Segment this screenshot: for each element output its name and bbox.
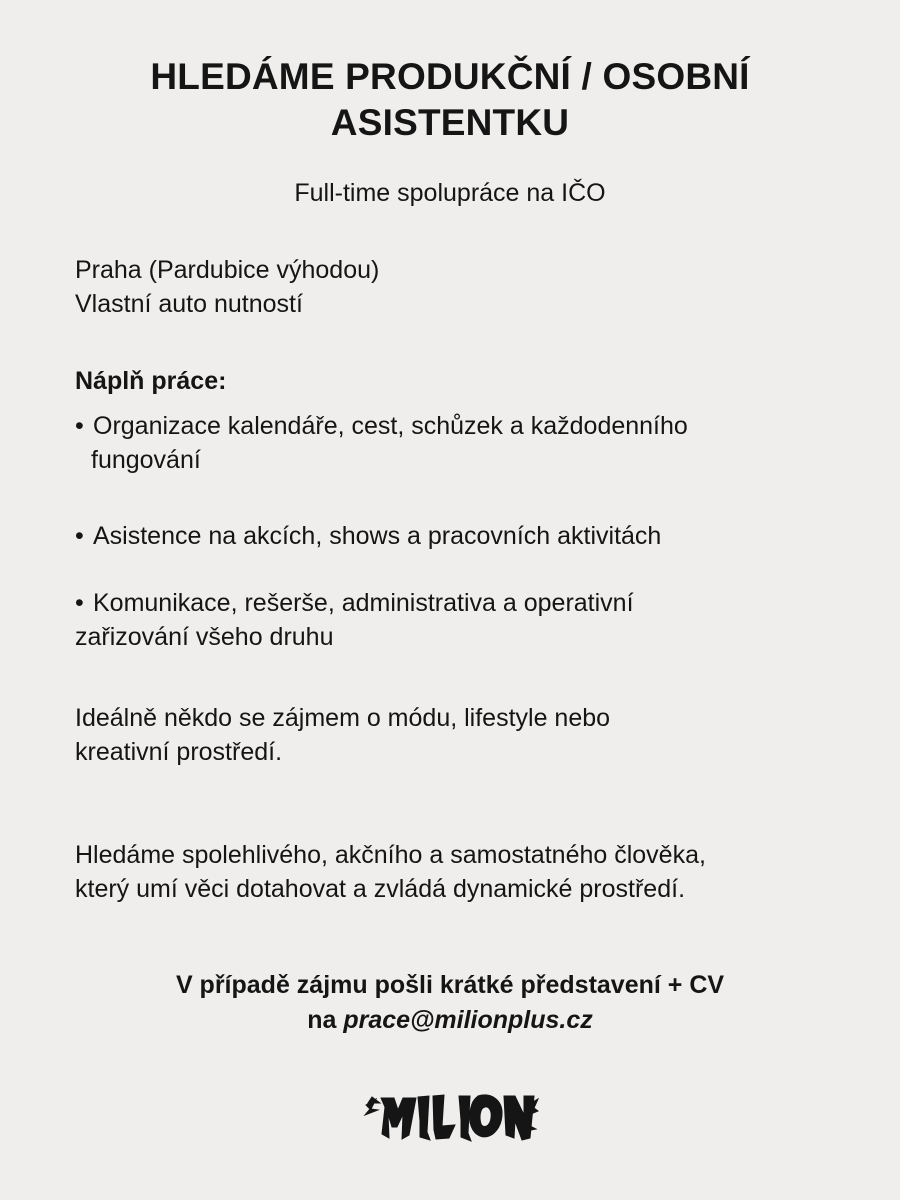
duty-item	[75, 519, 835, 553]
duty-text-1-continued: fungování	[91, 446, 201, 474]
duty-item	[75, 586, 835, 654]
duty-text-3-continued: zařizování všeho druhu	[75, 623, 334, 651]
candidate-paragraph	[75, 838, 835, 906]
duty-text-2: Asistence na akcích, shows a pracovních aktivitách	[93, 522, 662, 550]
contact-email-line	[0, 1003, 900, 1038]
location-block	[75, 253, 835, 321]
interest-line-2: kreativní prostředí.	[75, 738, 283, 766]
duty-text-1: Organizace kalendáře, cest, schůzek a každodenního	[93, 412, 688, 440]
bullet-icon: •	[75, 589, 84, 617]
milion-logo	[360, 1078, 540, 1148]
contact-instruction: V případě zájmu pošli krátké představení + CV	[175, 971, 725, 999]
duty-item	[75, 409, 835, 477]
bullet-icon: •	[75, 522, 84, 550]
job-type: Full-time spolupráce na IČO	[294, 179, 606, 207]
interest-line-1: Ideálně někdo se zájmem o módu, lifestyle nebo	[75, 704, 611, 732]
interest-paragraph	[75, 701, 835, 769]
car-requirement: Vlastní auto nutností	[75, 290, 303, 318]
milion-logo-icon	[360, 1078, 540, 1148]
candidate-line-1: Hledáme spolehlivého, akčního a samostatného člověka,	[75, 841, 706, 869]
title-line-2: ASISTENTKU	[330, 102, 570, 143]
duty-text-3: Komunikace, rešerše, administrativa a operativní	[93, 589, 634, 617]
contact-prefix: na	[307, 1006, 344, 1034]
bullet-icon: •	[75, 412, 84, 440]
location-city: Praha (Pardubice výhodou)	[75, 256, 380, 284]
candidate-line-2: který umí věci dotahovat a zvládá dynamické prostředí.	[75, 875, 686, 903]
page-title	[0, 54, 900, 146]
title-line-1: HLEDÁME PRODUKČNÍ / OSOBNÍ	[150, 56, 750, 97]
duties-heading: Náplň práce:	[75, 367, 227, 395]
email-address[interactable]: prace@milionplus.cz	[343, 1006, 593, 1034]
contact-block	[0, 968, 900, 1038]
